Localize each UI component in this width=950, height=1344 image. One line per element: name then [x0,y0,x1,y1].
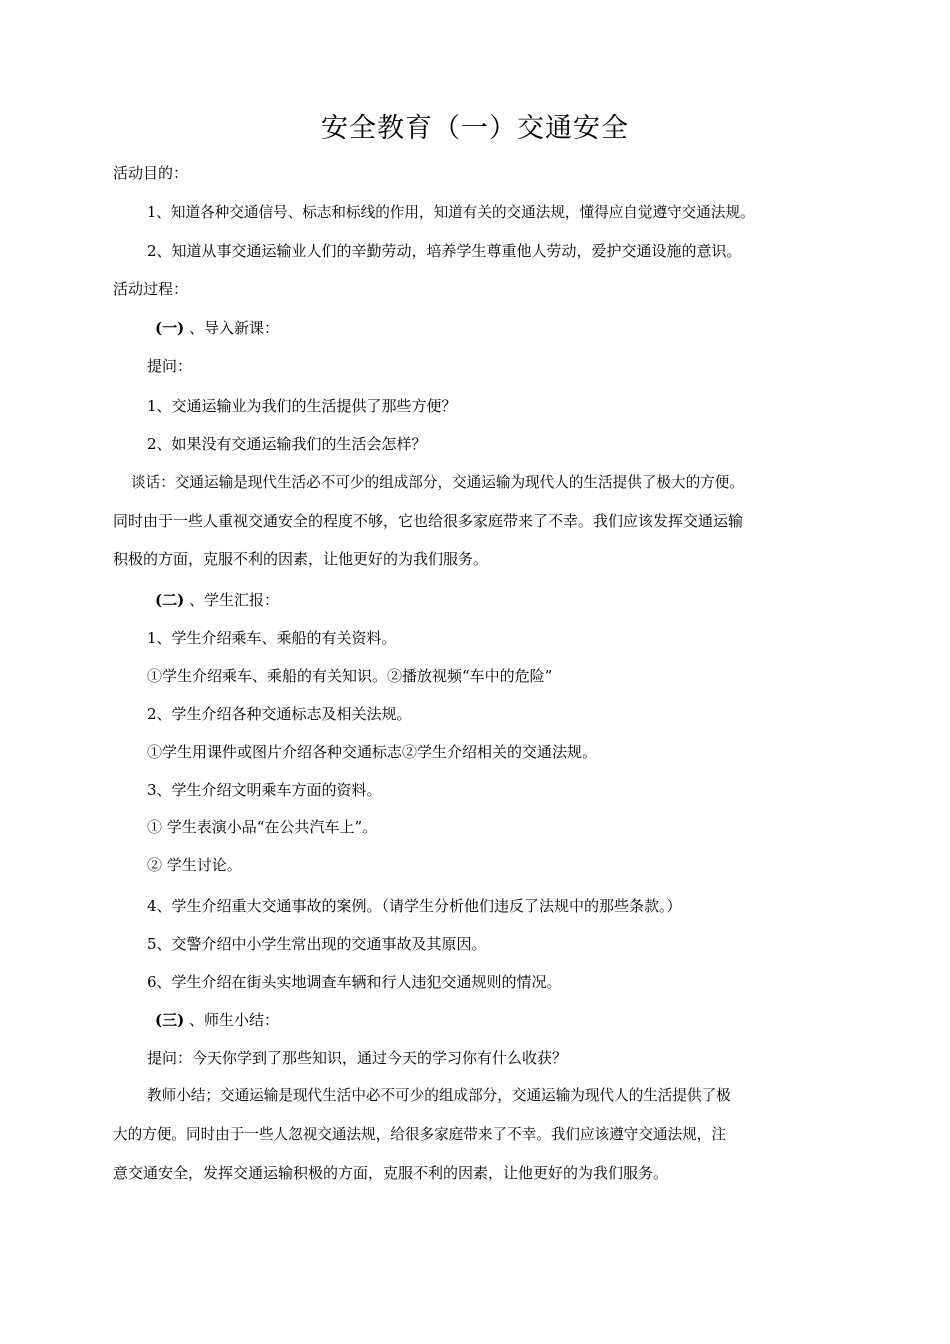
report-item: 2、学生介绍各种交通标志及相关法规。 [147,705,412,723]
question-item: 1、交通运输业为我们的生活提供了那些方便？ [147,397,457,415]
report-item: ② 学生讨论。 [147,856,242,874]
report-item: 4、学生介绍重大交通事故的案例。（请学生分析他们违反了法规中的那些条款。） [147,897,682,915]
report-item: 3、学生介绍文明乘车方面的资料。 [147,781,382,799]
talk-paragraph-line: 积极的方面，克服不利的因素，让他更好的为我们服务。 [113,550,489,568]
ask-label: 提问：今天你学到了那些知识，通过今天的学习你有什么收获？ [147,1049,568,1067]
question-item: 2、如果没有交通运输我们的生活会怎样？ [147,435,427,453]
section-marker: (二) [155,591,185,609]
section-marker: (三) [155,1011,185,1029]
report-item: ①学生介绍乘车、乘船的有关知识。②播放视频“车中的危险” [147,667,553,685]
goal-item: 1、知道各种交通信号、标志和标线的作用，知道有关的交通法规，懂得应自觉遵守交通法规。 [147,204,755,221]
process-heading: 活动过程： [113,280,189,298]
summary-paragraph-line: 意交通安全，发挥交通运输积极的方面，克服不利的因素，让他更好的为我们服务。 [113,1164,669,1182]
report-item: ①学生用课件或图片介绍各种交通标志②学生介绍相关的交通法规。 [147,743,598,761]
summary-paragraph-line: 大的方便。同时由于一些人忽视交通法规，给很多家庭带来了不幸。我们应该遵守交通法规，注 [113,1126,726,1143]
report-item: 5、交警介绍中小学生常出现的交通事故及其原因。 [147,935,487,953]
report-item: 1、学生介绍乘车、乘船的有关资料。 [147,629,397,647]
ask-label: 提问： [147,357,193,375]
section-label: 、导入新课： [184,319,279,337]
section-marker: (一) [155,319,185,337]
summary-paragraph-line: 教师小结；交通运输是现代生活中必不可少的组成部分，交通运输为现代人的生活提供了极 [147,1087,731,1104]
section-label: 、师生小结： [184,1011,279,1029]
report-item: ① 学生表演小品“在公共汽车上”。 [147,818,378,836]
talk-paragraph-line: 谈话：交通运输是现代生活必不可少的组成部分，交通运输为现代人的生活提供了极大的方便。 [131,474,744,491]
section-heading [155,1010,279,1030]
goal-heading: 活动目的： [113,164,189,182]
section-label: 、学生汇报： [184,591,279,609]
section-heading [155,318,279,338]
report-item: 6、学生介绍在街头实地调查车辆和行人违犯交通规则的情况。 [147,973,562,991]
goal-item: 2、知道从事交通运输业人们的辛勤劳动，培养学生尊重他人劳动，爱护交通设施的意识。 [147,242,742,260]
section-heading [155,590,279,610]
document-title: 安全教育（一）交通安全 [321,113,629,144]
talk-paragraph-line: 同时由于一些人重视交通安全的程度不够，它也给很多家庭带来了不幸。我们应该发挥交通运输 [113,512,744,530]
